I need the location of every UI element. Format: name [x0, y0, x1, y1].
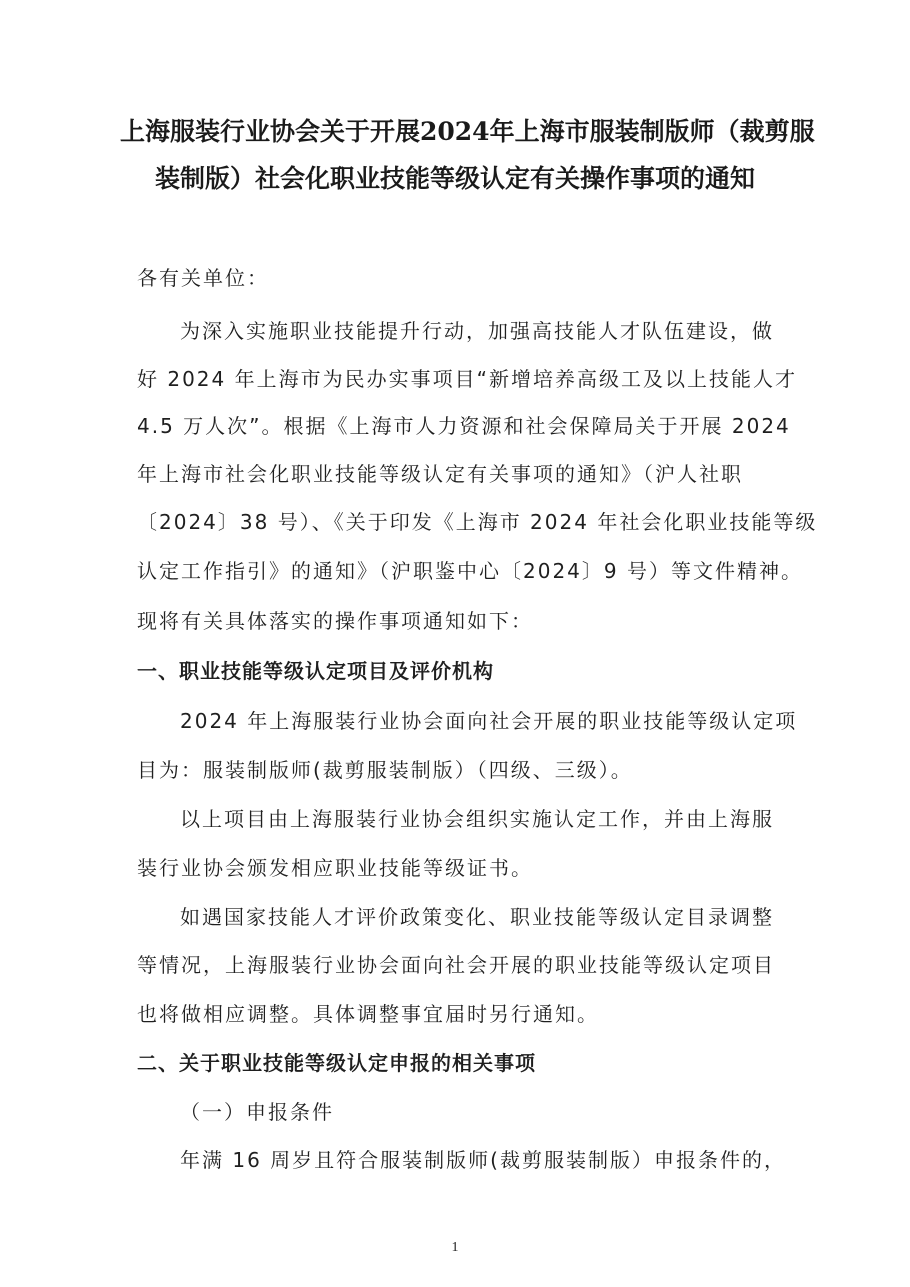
paragraph-line: 认定工作指引》的通知》（沪职鉴中心〔2024〕9 号）等文件精神。 [137, 559, 803, 583]
paragraph-line: 年上海市社会化职业技能等级认定有关事项的通知》（沪人社职 [137, 462, 743, 486]
paragraph-line: 目为：服装制版师(裁剪服装制版）（四级、三级）。 [137, 758, 633, 782]
paragraph-line: 4.5 万人次”。根据《上海市人力资源和社会保障局关于开展 2024 [137, 414, 791, 438]
paragraph-line: 装行业协会颁发相应职业技能等级证书。 [137, 856, 533, 880]
paragraph-line: 2024 年上海服装行业协会面向社会开展的职业技能等级认定项 [180, 709, 798, 733]
paragraph-line: 为深入实施职业技能提升行动，加强高技能人才队伍建设，做 [180, 319, 774, 343]
paragraph-line: 好 2024 年上海市为民办实事项目“新增培养高级工及以上技能人才 [137, 367, 797, 391]
paragraph-line: 等情况，上海服装行业协会面向社会开展的职业技能等级认定项目 [137, 953, 775, 977]
section-heading-1: 一、职业技能等级认定项目及评价机构 [137, 659, 494, 683]
paragraph-line: 年满 16 周岁且符合服装制版师(裁剪服装制版）申报条件的， [180, 1148, 786, 1172]
page-number: 1 [451, 1240, 459, 1255]
section-heading-2: 二、关于职业技能等级认定申报的相关事项 [137, 1051, 536, 1075]
paragraph-line: 〔2024〕38 号）、《关于印发《上海市 2024 年社会化职业技能等级 [137, 510, 818, 534]
paragraph-line: 现将有关具体落实的操作事项通知如下： [137, 609, 533, 633]
paragraph-line: 以上项目由上海服装行业协会组织实施认定工作，并由上海服 [180, 807, 774, 831]
paragraph-line: 如遇国家技能人才评价政策变化、职业技能等级认定目录调整 [180, 905, 774, 929]
paragraph-line: 也将做相应调整。具体调整事宜届时另行通知。 [137, 1002, 599, 1026]
salutation: 各有关单位： [137, 266, 269, 290]
document-title-line-2: 装制版）社会化职业技能等级认定有关操作事项的通知 [154, 164, 755, 193]
subsection-heading: （一）申报条件 [180, 1100, 334, 1124]
document-title-line-1: 上海服装行业协会关于开展2024年上海市服装制版师（裁剪服 [120, 117, 815, 146]
